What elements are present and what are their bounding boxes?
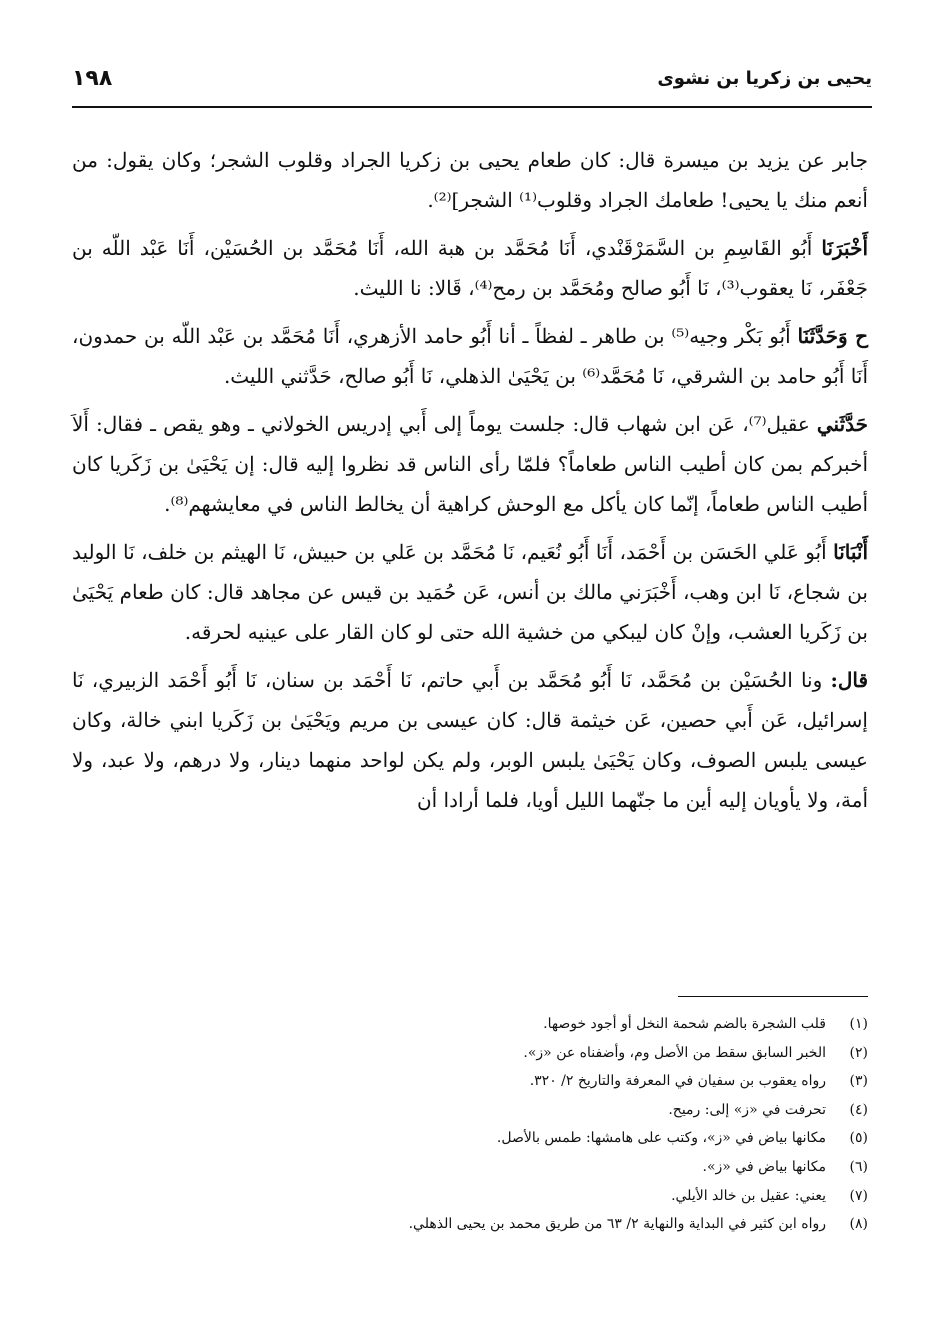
footnotes [72, 1010, 868, 1239]
footnote-text: رواه ابن كثير في البداية والنهاية ٢/ ٦٣ من طريق محمد بن يحيى الذهلي. [408, 1216, 826, 1233]
paragraph-text: أَبُو القَاسِمِ بن السَّمَرْقَنْدي، أَنَا مُحَمَّد بن هبة الله، أَنَا مُحَمَّد بن الحُسَيْن، أَنَا عَبْد اللّه بن جَعْفَر، نَا يعقوب⁽³⁾، نَا أَبُو صالح ومُحَمَّد بن رمح⁽⁴⁾، قَالا: نا الليث. [72, 236, 868, 300]
paragraph-lead: أَخْبَرَنَا [821, 236, 868, 260]
paragraph-1 [72, 140, 868, 220]
footnote-item [72, 1039, 868, 1068]
page-header [72, 58, 872, 98]
paragraph-text: أَبُو عَلي الحَسَن بن أَحْمَد، أَنَا أَبُو نُعَيم، نَا مُحَمَّد بن عَلي بن حبيش، نَا الهيثم بن خلف، نَا الوليد بن شجاع، نَا ابن وهب، أَخْبَرَني مالك بن أنس، عَن حُمَيد بن قيس عن مجاهد قال: كان طعام يَحْيَىٰ بن زَكَريا العشب، وإنْ كان ليبكي من خشية الله حتى لو كان القار على عينيه لحرقه. [72, 540, 868, 644]
footnote-item [72, 1182, 868, 1211]
paragraph-text: ونا الحُسَيْن بن مُحَمَّد، نَا أَبُو مُحَمَّد بن أَبي حاتم، نَا أَحْمَد بن سنان، نَا أَبُو أَحْمَد الزبيري، نَا إسرائيل، عَن أَبي حصين، عَن خيثمة قال: كان عيسى بن مريم ويَحْيَىٰ بن زَكَريا ابني خالة، وكان عيسى يلبس الصوف، وكان يَحْيَىٰ يلبس الوبر، ولم يكن لواحد منهما دينار، ولا درهم، ولا عبد، ولا أمة، ولا يأويان إليه أين ما جنّهما الليل أويا، فلما أرادا أن [72, 668, 868, 812]
footnote-number: (٢) [849, 1044, 868, 1061]
paragraph-text: جابر عن يزيد بن ميسرة قال: كان طعام يحيى بن زكريا الجراد وقلوب الشجر؛ وكان يقول: من أنعم منك يا يحيى! طعامك الجراد وقلوب⁽¹⁾ الشجر]⁽²⁾. [72, 148, 868, 212]
footnote-text: تحرفت في «ز» إلى: رميح. [668, 1101, 826, 1118]
footnote-number: (٧) [849, 1187, 868, 1204]
footnote-text: مكانها بياض في «ز»، وكتب على هامشها: طمس بالأصل. [496, 1130, 826, 1147]
footnote-item [72, 1210, 868, 1239]
paragraph-3 [72, 316, 868, 396]
footnote-item [72, 1153, 868, 1182]
footnote-item [72, 1067, 868, 1096]
footnote-text: يعني: عقيل بن خالد الأيلي. [671, 1187, 826, 1204]
footnote-item [72, 1124, 868, 1153]
paragraph-lead: ح وَحَدَّثَنَا [797, 324, 869, 348]
paragraph-lead: قال: [830, 668, 869, 692]
footnote-text: رواه يعقوب بن سفيان في المعرفة والتاريخ ٢/ ٣٢٠. [529, 1073, 826, 1090]
paragraph-6 [72, 660, 868, 820]
footnote-number: (١) [849, 1016, 868, 1032]
paragraph-text: أَبُو بَكْر وجيه⁽⁵⁾ بن طاهر ـ لفظاً ـ أنا أَبُو حامد الأزهري، أَنَا مُحَمَّد بن عَبْد اللّه بن حمدون، أَنَا أَبُو حامد بن الشرقي، نَا مُحَمَّد⁽⁶⁾ بن يَحْيَىٰ الذهلي، نَا أَبُو صالح، حَدَّثني الليث. [72, 324, 868, 388]
paragraph-5 [72, 532, 868, 652]
footnote-number: (٥) [849, 1130, 868, 1147]
header-rule [72, 106, 872, 108]
footnote-text: الخبر السابق سقط من الأصل وم، وأضفناه عن «ز». [523, 1044, 826, 1061]
paragraph-lead: أَنْبَانَا [833, 540, 869, 564]
main-text [72, 140, 868, 828]
paragraph-text: عقيل⁽⁷⁾، عَن ابن شهاب قال: جلست يوماً إلى أَبي إدريس الخولاني ـ وهو يقص ـ فقال: أَلاَ أخبركم بمن كان أطيب الناس طعاماً؟ فلمّا رأى الناس قد نظروا إليه قال: إن يَحْيَىٰ بن زَكَريا كان أطيب الناس طعاماً، إنّما كان يأكل مع الوحش كراهية أن يخالط الناس في معايشهم⁽⁸⁾. [72, 412, 868, 516]
footnote-item [72, 1096, 868, 1125]
footnote-text: قلب الشجرة بالضم شحمة النخل أو أجود خوصها. [543, 1016, 826, 1032]
running-title: يحيى بن زكريا بن نشوى [657, 67, 872, 89]
page-number: ١٩٨ [72, 65, 113, 91]
footnote-rule [678, 996, 868, 997]
footnote-text: مكانها بياض في «ز». [702, 1158, 826, 1175]
footnote-number: (٣) [849, 1073, 868, 1090]
paragraph-2 [72, 228, 868, 308]
footnote-number: (٤) [849, 1101, 868, 1118]
paragraph-lead: حَدَّثَني [816, 412, 868, 436]
paragraph-4 [72, 404, 868, 524]
footnote-number: (٨) [849, 1216, 868, 1233]
footnote-number: (٦) [849, 1158, 868, 1175]
footnote-item [72, 1010, 868, 1039]
